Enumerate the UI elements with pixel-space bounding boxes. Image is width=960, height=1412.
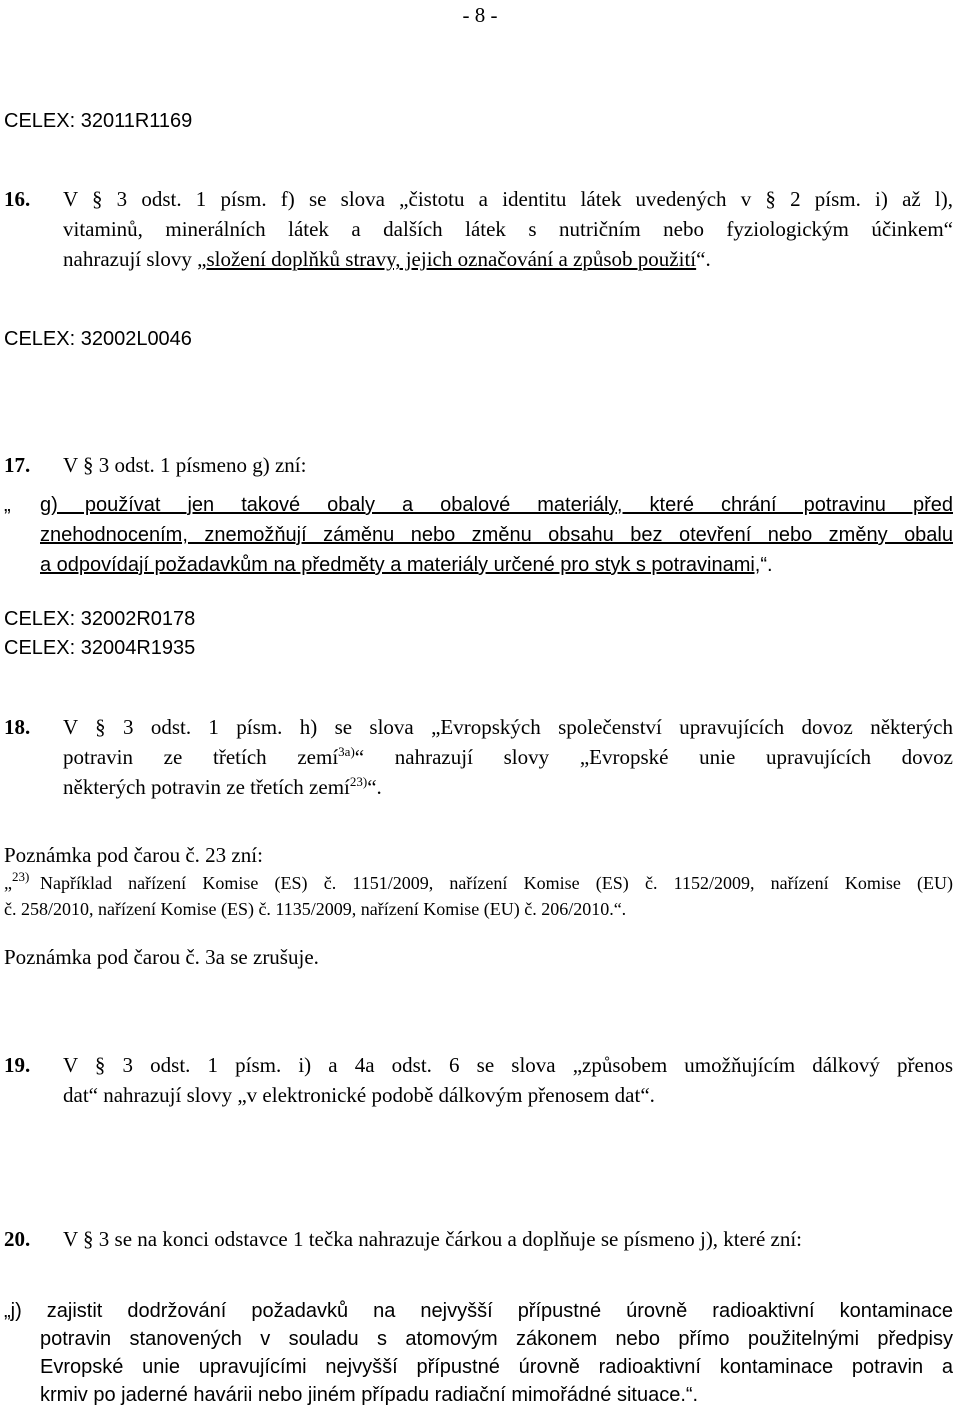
page-number: - 8 - <box>462 3 498 27</box>
text-segment: “. <box>367 775 382 799</box>
underlined-text: a odpovídají požadavkům na předměty a materiály určené pro styk s potravinami, <box>40 554 761 576</box>
item-header: V § 3 odst. 1 písmeno g) zní: <box>63 453 307 477</box>
footnote-line: č. 258/2010, nařízení Komise (ES) č. 1135/2009, nařízení Komise (EU) č. 206/2010.“. <box>4 899 627 919</box>
item-text-line <box>63 246 711 272</box>
item-text-line: V § 3 odst. 1 písm. h) se slova „Evropských společenství upravujících dovoz některých <box>63 715 953 739</box>
celex-reference: CELEX: 32004R1935 <box>4 637 196 659</box>
item-text-line <box>63 774 382 800</box>
footnote-ref: 3a) <box>338 744 355 759</box>
item-text-line <box>63 744 953 770</box>
item-text-line: dat“ nahrazují slovy „v elektronické podobě dálkovým přenosem dat“. <box>63 1083 655 1107</box>
text-segment: některých potravin ze třetích zemí <box>63 775 350 799</box>
quoted-text-line <box>40 552 773 578</box>
footnote-line: Například nařízení Komise (ES) č. 1151/2009, nařízení Komise (ES) č. 1152/2009, nařízení Komise (EU) <box>40 873 953 893</box>
quote-open: „ <box>4 494 11 516</box>
celex-reference: CELEX: 32002L0046 <box>4 328 192 350</box>
text-segment: “ nahrazují slovy „Evropské unie upravujících dovoz <box>354 745 953 769</box>
item-number: 17. <box>4 453 31 477</box>
text-segment: “. <box>696 247 711 271</box>
footnote-header: Poznámka pod čarou č. 23 zní: <box>4 843 263 867</box>
quoted-text-line: krmiv po jaderné havárii nebo jiném případu radiační mimořádné situace.“. <box>40 1384 699 1406</box>
quoted-text-line: Evropské unie upravujícími nejvyšší přípustné úrovně radioaktivní kontaminace potravin a <box>40 1356 953 1378</box>
text-segment: “. <box>760 554 773 576</box>
celex-reference: CELEX: 32002R0178 <box>4 608 196 630</box>
underlined-text: složení doplňků stravy, jejich označování a způsob použití <box>206 247 697 271</box>
quoted-text-line: g) používat jen takové obaly a obalové materiály, které chrání potravinu před <box>40 494 953 516</box>
quoted-text-line: znehodnocením, znemožňují záměnu nebo změnu obsahu bez otevření nebo změny obalu <box>40 524 953 546</box>
item-number: 20. <box>4 1227 31 1251</box>
item-text-line: V § 3 se na konci odstavce 1 tečka nahrazuje čárkou a doplňuje se písmeno j), které zní: <box>63 1227 803 1251</box>
item-text-line: V § 3 odst. 1 písm. f) se slova „čistotu a identitu látek uvedených v § 2 písm. i) až l), <box>63 187 953 211</box>
item-number: 16. <box>4 187 31 211</box>
item-text-line: vitaminů, minerálních látek a dalších látek s nutričním nebo fyziologickým účinkem“ <box>63 217 953 241</box>
text-segment: nahrazují slovy „ <box>63 247 207 271</box>
text-segment: potravin ze třetích zemí <box>63 745 339 769</box>
quoted-text-line: „j) zajistit dodržování požadavků na nejvyšší přípustné úrovně radioaktivní kontaminace <box>4 1300 953 1322</box>
celex-reference: CELEX: 32011R1169 <box>4 110 193 132</box>
item-text-line: V § 3 odst. 1 písm. i) a 4a odst. 6 se slova „způsobem umožňujícím dálkový přenos <box>63 1053 953 1077</box>
footnote-removal: Poznámka pod čarou č. 3a se zrušuje. <box>4 945 319 969</box>
footnote-ref: 23) <box>349 774 368 789</box>
quoted-text-line: potravin stanovených v souladu s atomovým zákonem nebo přímo použitelnými předpisy <box>40 1328 953 1350</box>
footnote-line <box>4 870 29 896</box>
item-number: 18. <box>4 715 31 739</box>
item-number: 19. <box>4 1053 31 1077</box>
quote-open: „ <box>4 873 12 893</box>
footnote-number: 23) <box>12 869 30 884</box>
